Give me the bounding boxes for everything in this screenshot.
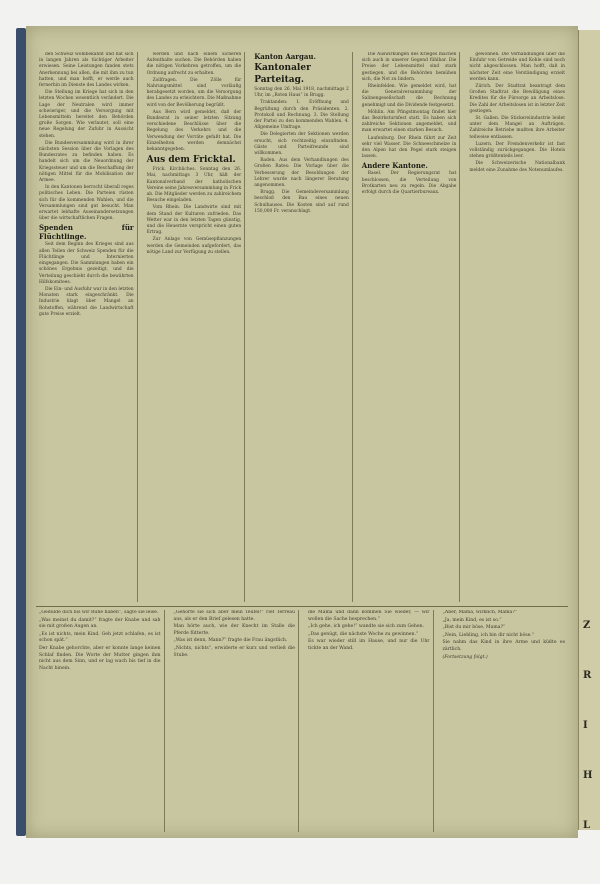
article-paragraph: Laufenburg. Der Rhein führt zur Zeit sehr viel Wasser. Die Schneeschmelze in den Alpen hat den Pegel stark steigen lassen.	[361, 135, 457, 160]
news-column	[359, 52, 461, 602]
feuilleton-paragraph: „Aber, Mama, wirklich, Mama?“	[442, 610, 518, 615]
article-paragraph: Die Bundesversammlung wird in ihrer nächsten Session über die Vorlagen des Bundesrates zu befinden haben. Es handelt sich um die Neuordnung der Kriegssteuer und um die Beschaffung der nötigen Mittel für die Mobilisation der Armee.	[39, 140, 134, 184]
feuilleton-column	[171, 610, 300, 832]
feuilleton-paragraph: „Es ist nichts, mein Kind. Geh jetzt schlafen, es ist schon spät.“	[39, 631, 161, 644]
section-heading: Spenden für Flüchtlinge.	[39, 223, 134, 242]
adjacent-page-letter: R	[583, 670, 592, 681]
upper-news-section	[36, 52, 568, 602]
newspaper-page	[26, 26, 578, 838]
feuilleton-paragraph: „Bist du mir böse, Mama?“	[442, 625, 506, 631]
adjacent-page-letter: I	[583, 720, 588, 731]
article-paragraph: den Schweiz wohlbekannt und hat sich in langen Jahren als tüchtiger Arbeiter erwiesen. Seine Leistungen fanden stets Anerkennung bei allen, die mit ihm zu tun hatten, und man hofft, er werde auch fernerhin im Dienste des Landes wirken.	[39, 52, 134, 89]
feuilleton-paragraph: „Ich gehe, ich gehe!“ wandte sie sich zum Gehen.	[308, 624, 424, 630]
article-paragraph: Die Stellung im Kriege hat sich in den letzten Wochen wesentlich verändert. Die Lage der Neutralen wird immer schwieriger, und die Versorgung mit Lebensmitteln bereitet den Behörden große Sorgen. Wie verlautet, soll eine neue Regelung der Zufuhr in Aussicht stehen.	[39, 90, 134, 139]
feuilleton-paragraph: Man hörte auch, wie der Knecht im Stalle die Pferde fütterte.	[173, 624, 295, 636]
adjacent-page-letter: H	[583, 770, 593, 781]
feuilleton-paragraph: Es war wieder still im Hause, und nur die Uhr tickte an der Wand.	[308, 639, 430, 651]
article-paragraph: Die Schweizerische Nationalbank meldet eine Zunahme des Notenumlaufes.	[469, 161, 565, 173]
feuilleton-paragraph: „Gehörte sie sich aber mein Teufel!“ rief Terreau aus, als er den Brief gelesen hatte.	[173, 610, 295, 622]
feuilleton-paragraph: „Nichts, nichts“, erwiderte er kurz und verließ die Stube.	[173, 645, 295, 658]
feuilleton-paragraph: Der Knabe gehorchte, aber er konnte lange keinen Schlaf finden. Die Worte der Mutter gingen ihm nicht aus dem Sinn, und er lag wach bis tief in die Nacht hinein.	[39, 645, 161, 671]
adjacent-page-letter: Z	[583, 620, 591, 631]
article-paragraph: Die Delegierten der Sektionen werden ersucht, sich rechtzeitig einzufinden. Gäste und Parteifreunde sind willkommen.	[254, 132, 349, 157]
article-paragraph: Möhlin. Am Pfingstmontag findet hier das Bezirksturnfest statt. Es haben sich zahlreiche Sektionen angemeldet, und man erwartet einen starken Besuch.	[361, 109, 457, 134]
feuilleton-paragraph: „Was meinst du damit?“ fragte der Knabe und sah sie mit großen Augen an.	[39, 617, 161, 630]
feuilleton-paragraph: „Ja, mein Kind, es ist so.“	[442, 617, 502, 623]
subheading-line: Sonntag den 26. Mai 1918, nachmittags 2 Uhr, im „Roten Haus“ in Brugg.	[254, 87, 349, 99]
feuilleton-section	[36, 610, 568, 832]
article-paragraph: Zur Anlage von Gemüsepflanzungen werden die Gemeinden aufgefordert, das nötige Land zur Verfügung zu stellen.	[146, 237, 242, 255]
article-paragraph: Seit dem Beginn des Krieges sind aus allen Teilen der Schweiz Spenden für die Flüchtlinge und Internierten eingegangen. Die Sammlungen haben ein schönes Ergebnis gezeitigt, und die Verteilung geschieht durch die bewährten Hilfskomitees.	[39, 242, 134, 285]
feuilleton-paragraph: „Was ist denn, Mann?“ fragte die Frau ängstlich.	[173, 638, 288, 644]
section-heading: Andere Kantone.	[361, 161, 428, 171]
feuilleton-column	[305, 610, 434, 832]
article-paragraph: Brugg. Die Gemeindeversammlung beschloß den Bau eines neuen Schulhauses. Die Kosten sind auf rund 150,000 Fr. veranschlagt.	[254, 190, 349, 214]
news-column	[251, 52, 353, 602]
continuation-note: (Fortsetzung folgt.)	[442, 654, 488, 660]
article-paragraph: St. Gallen. Die Stickereiindustrie leidet unter dem Mangel an Aufträgen. Zahlreiche Betriebe mußten ihre Arbeiter teilweise entlassen.	[469, 116, 565, 140]
article-paragraph: Rheinfelden. Wie gemeldet wird, hat die Generalversammlung der Salinengesellschaft die Rechnung genehmigt und die Dividende festgesetzt.	[361, 84, 457, 108]
adjacent-page-edge	[578, 30, 600, 830]
article-paragraph: werden und nach einem sicheren Aufenthalte suchen. Die Behörden haben die nötigen Vorkehren getroffen, um die Ordnung aufrecht zu erhalten.	[146, 52, 242, 76]
article-paragraph: Aus Bern wird gemeldet, daß der Bundesrat in seiner letzten Sitzung verschiedene Beschlüsse über die Regelung des Verkehrs und die Verwendung der Vorräte gefaßt hat. Die Einzelheiten werden demnächst bekanntgegeben.	[146, 109, 242, 153]
article-paragraph: Zürich. Der Stadtrat beantragt dem Großen Stadtrat die Bewilligung eines Kredites für die Fürsorge an Arbeitslose. Die Zahl der Arbeitslosen ist in letzter Zeit gestiegen.	[469, 84, 565, 114]
section-divider	[36, 606, 568, 607]
article-paragraph: Frick. Kirchliches. Sonntag den 26. Mai, nachmittags 3 Uhr, hält der Kantonalverband der katholischen Vereine seine Jahresversammlung in Frick ab. Die Mitglieder werden zu zahlreichem Besuche eingeladen.	[146, 167, 242, 204]
article-paragraph: In den Kantonen herrscht überall reges politisches Leben. Die Parteien rüsten sich für die kommenden Wahlen, und die Versammlungen sind gut besucht. Man erwartet lebhafte Auseinandersetzungen über die wirtschaftlichen Fragen.	[39, 185, 134, 222]
article-paragraph: gewonnen. Die Verhandlungen über die Einfuhr von Getreide und Kohle sind noch nicht abgeschlossen. Man hofft, daß in nächster Zeit eine Verständigung erzielt werden kann.	[469, 52, 565, 82]
section-heading: Aus dem Fricktal.	[146, 155, 236, 166]
book-binding	[16, 28, 26, 836]
article-paragraph: Die Auswirkungen des Krieges machen sich auch in unserer Gegend fühlbar. Die Preise der Lebensmittel sind stark gestiegen, und die Behörden bemühen sich, die Not zu lindern.	[361, 52, 457, 82]
section-heading: Kanton Aargau.	[254, 52, 316, 61]
section-heading: Kantonaler Parteitag.	[254, 63, 311, 85]
article-paragraph: Basel. Der Regierungsrat hat beschlossen, die Verteilung von Brotkarten neu zu regeln. Die Abgabe erfolgt durch die Quartierbureaux.	[361, 171, 457, 196]
feuilleton-paragraph: „Nein, Liebling, ich bin dir nicht böse.“	[442, 632, 535, 638]
article-paragraph: Baden. Aus dem Verhandlungen des Großen Rates: Die Vorlage über die Verbesserung der Besoldungen der Lehrer wurde nach längerer Beratung angenommen.	[254, 158, 349, 189]
adjacent-page-letter: L	[583, 820, 591, 831]
feuilleton-column	[36, 610, 165, 832]
feuilleton-paragraph: „Gedulde dich bis wir Ruhe haben“, sagte sie leise.	[39, 610, 159, 615]
feuilleton-paragraph: Sie nahm das Kind in ihre Arme und küßte es zärtlich.	[442, 640, 565, 652]
article-paragraph: Zollfragen. Die Zölle für Nahrungsmittel sind vorläufig herabgesetzt worden, um die Versorgung des Landes zu erleichtern. Die Maßnahme wird von der Bevölkerung begrüßt.	[146, 77, 242, 108]
feuilleton-column	[440, 610, 569, 832]
news-column	[36, 52, 138, 602]
article-paragraph: Traktanden: 1. Eröffnung und Begrüßung durch den Präsidenten. 2. Protokoll und Rechnung. 3. Die Stellung der Partei zu den kommenden Wahlen. 4. Allgemeine Umfrage.	[254, 100, 349, 131]
article-paragraph: Die Ein- und Ausfuhr war in den letzten Monaten stark eingeschränkt. Die Industrie klagt über Mangel an Rohstoffen, während die Landwirtschaft gute Preise erzielt.	[39, 286, 134, 317]
article-paragraph: Vom Rhein. Die Landwirte sind mit dem Stand der Kulturen zufrieden. Das Wetter war in den letzten Tagen günstig, und die Heuernte verspricht einen guten Ertrag.	[146, 205, 242, 236]
news-column	[144, 52, 246, 602]
news-column	[466, 52, 568, 602]
feuilleton-paragraph: die Mama und dann kommen Sie wieder, — wir wollen die Sache besprechen.“	[308, 610, 430, 622]
article-paragraph: Luzern. Der Fremdenverkehr ist fast vollständig zurückgegangen. Die Hotels stehen größtenteils leer.	[469, 141, 565, 160]
feuilleton-paragraph: „Das genügt, die nächste Woche zu gewinnen.“	[308, 631, 419, 637]
